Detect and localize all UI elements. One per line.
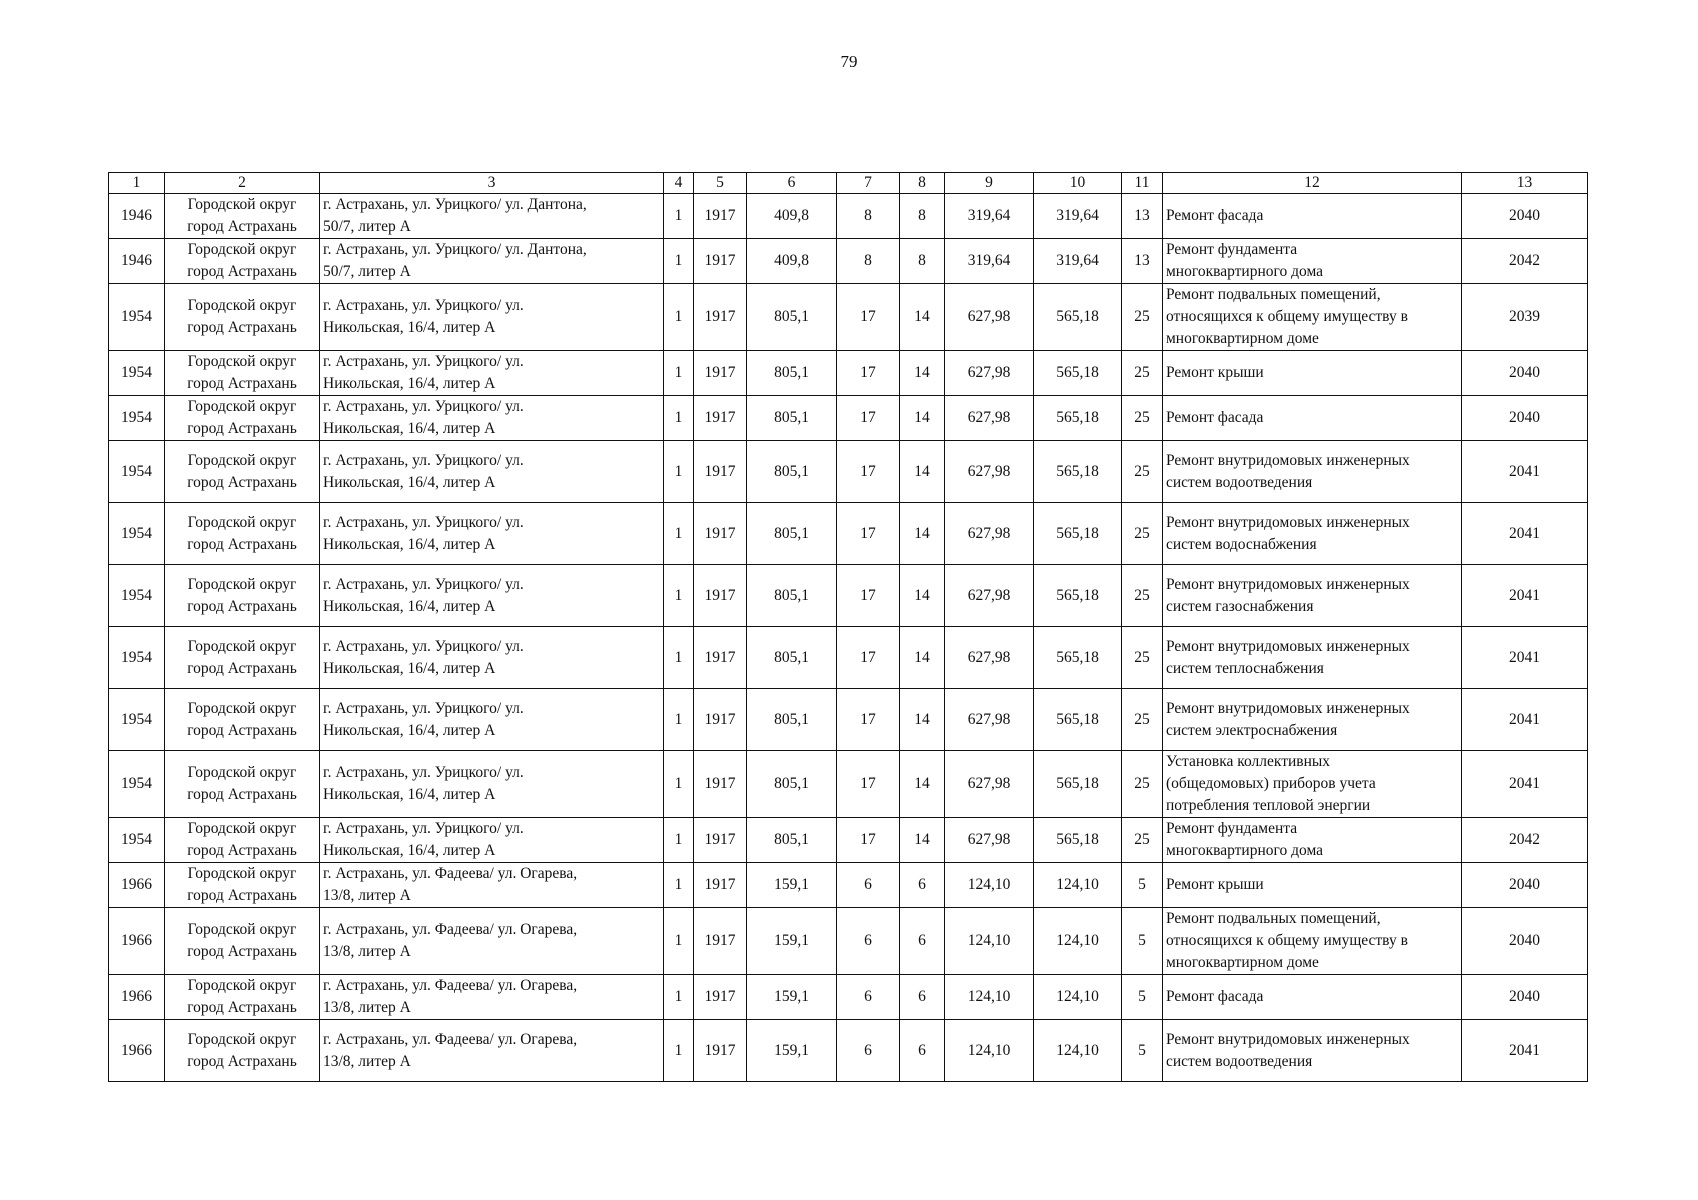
cell-municipality: Городской округ город Астрахань bbox=[165, 1020, 320, 1082]
cell-buildings-count: 1 bbox=[664, 396, 694, 441]
cell-residents-count: 25 bbox=[1122, 565, 1163, 627]
cell-year-built: 1917 bbox=[694, 908, 747, 975]
header-row bbox=[109, 173, 1588, 194]
table-row bbox=[109, 1020, 1588, 1082]
cell-residential-count: 14 bbox=[900, 565, 945, 627]
cell-address: г. Астрахань, ул. Фадеева/ ул. Огарева, 13/8, литер А bbox=[320, 975, 664, 1020]
cell-repair-work-type: Ремонт внутридомовых инженерных систем газоснабжения bbox=[1163, 565, 1462, 627]
cell-year-built: 1917 bbox=[694, 284, 747, 351]
cell-row-number: 1954 bbox=[109, 284, 165, 351]
cell-total-area: 805,1 bbox=[747, 396, 837, 441]
cell-residential-area: 627,98 bbox=[945, 818, 1034, 863]
cell-total-area: 805,1 bbox=[747, 441, 837, 503]
cell-planned-year: 2042 bbox=[1462, 818, 1588, 863]
cell-address: г. Астрахань, ул. Урицкого/ ул. Никольская, 16/4, литер А bbox=[320, 818, 664, 863]
cell-residents-count: 25 bbox=[1122, 351, 1163, 396]
cell-municipality: Городской округ город Астрахань bbox=[165, 627, 320, 689]
column-header-12: 12 bbox=[1163, 173, 1462, 194]
cell-residential-count: 14 bbox=[900, 351, 945, 396]
cell-residential-count: 14 bbox=[900, 689, 945, 751]
cell-address: г. Астрахань, ул. Фадеева/ ул. Огарева, 13/8, литер А bbox=[320, 863, 664, 908]
cell-repair-work-type: Ремонт фундамента многоквартирного дома bbox=[1163, 239, 1462, 284]
table-row bbox=[109, 565, 1588, 627]
cell-total-area: 159,1 bbox=[747, 863, 837, 908]
cell-year-built: 1917 bbox=[694, 503, 747, 565]
cell-residential-count: 14 bbox=[900, 627, 945, 689]
cell-year-built: 1917 bbox=[694, 565, 747, 627]
cell-residential-area: 319,64 bbox=[945, 239, 1034, 284]
column-header-7: 7 bbox=[837, 173, 900, 194]
cell-year-built: 1917 bbox=[694, 863, 747, 908]
table-body bbox=[109, 194, 1588, 1082]
cell-address: г. Астрахань, ул. Фадеева/ ул. Огарева, 13/8, литер А bbox=[320, 908, 664, 975]
cell-buildings-count: 1 bbox=[664, 908, 694, 975]
cell-repair-work-type: Ремонт внутридомовых инженерных систем водоснабжения bbox=[1163, 503, 1462, 565]
table-row bbox=[109, 284, 1588, 351]
cell-buildings-count: 1 bbox=[664, 863, 694, 908]
cell-planned-year: 2040 bbox=[1462, 194, 1588, 239]
cell-owned-area: 565,18 bbox=[1034, 396, 1122, 441]
repair-schedule-table bbox=[108, 172, 1588, 1082]
cell-buildings-count: 1 bbox=[664, 1020, 694, 1082]
cell-repair-work-type: Ремонт фундамента многоквартирного дома bbox=[1163, 818, 1462, 863]
cell-planned-year: 2041 bbox=[1462, 1020, 1588, 1082]
cell-owned-area: 565,18 bbox=[1034, 689, 1122, 751]
column-header-2: 2 bbox=[165, 173, 320, 194]
cell-buildings-count: 1 bbox=[664, 503, 694, 565]
cell-row-number: 1954 bbox=[109, 751, 165, 818]
cell-owned-area: 565,18 bbox=[1034, 441, 1122, 503]
cell-row-number: 1954 bbox=[109, 351, 165, 396]
page-number: 79 bbox=[840, 52, 858, 71]
cell-planned-year: 2040 bbox=[1462, 863, 1588, 908]
cell-residential-area: 319,64 bbox=[945, 194, 1034, 239]
cell-residents-count: 25 bbox=[1122, 818, 1163, 863]
cell-residential-area: 627,98 bbox=[945, 396, 1034, 441]
cell-owned-area: 124,10 bbox=[1034, 1020, 1122, 1082]
cell-repair-work-type: Ремонт внутридомовых инженерных систем водоотведения bbox=[1163, 441, 1462, 503]
cell-total-area: 805,1 bbox=[747, 565, 837, 627]
cell-buildings-count: 1 bbox=[664, 689, 694, 751]
cell-municipality: Городской округ город Астрахань bbox=[165, 908, 320, 975]
cell-row-number: 1946 bbox=[109, 194, 165, 239]
table-row bbox=[109, 194, 1588, 239]
cell-repair-work-type: Ремонт фасада bbox=[1163, 396, 1462, 441]
cell-planned-year: 2041 bbox=[1462, 689, 1588, 751]
cell-owned-area: 124,10 bbox=[1034, 975, 1122, 1020]
cell-repair-work-type: Ремонт внутридомовых инженерных систем теплоснабжения bbox=[1163, 627, 1462, 689]
cell-buildings-count: 1 bbox=[664, 239, 694, 284]
cell-repair-work-type: Ремонт крыши bbox=[1163, 351, 1462, 396]
cell-row-number: 1954 bbox=[109, 818, 165, 863]
cell-total-area: 805,1 bbox=[747, 751, 837, 818]
cell-residents-count: 25 bbox=[1122, 503, 1163, 565]
cell-row-number: 1966 bbox=[109, 1020, 165, 1082]
cell-address: г. Астрахань, ул. Урицкого/ ул. Никольская, 16/4, литер А bbox=[320, 689, 664, 751]
cell-residential-area: 627,98 bbox=[945, 503, 1034, 565]
cell-total-area: 159,1 bbox=[747, 1020, 837, 1082]
cell-owned-area: 124,10 bbox=[1034, 863, 1122, 908]
cell-apartments-count: 17 bbox=[837, 503, 900, 565]
cell-planned-year: 2040 bbox=[1462, 908, 1588, 975]
cell-municipality: Городской округ город Астрахань bbox=[165, 818, 320, 863]
cell-residents-count: 5 bbox=[1122, 908, 1163, 975]
cell-municipality: Городской округ город Астрахань bbox=[165, 441, 320, 503]
cell-municipality: Городской округ город Астрахань bbox=[165, 863, 320, 908]
table-row bbox=[109, 689, 1588, 751]
table-row bbox=[109, 818, 1588, 863]
cell-address: г. Астрахань, ул. Урицкого/ ул. Никольская, 16/4, литер А bbox=[320, 627, 664, 689]
cell-residents-count: 25 bbox=[1122, 751, 1163, 818]
cell-address: г. Астрахань, ул. Урицкого/ ул. Никольская, 16/4, литер А bbox=[320, 503, 664, 565]
cell-apartments-count: 17 bbox=[837, 751, 900, 818]
column-header-4: 4 bbox=[664, 173, 694, 194]
cell-total-area: 805,1 bbox=[747, 689, 837, 751]
cell-municipality: Городской округ город Астрахань bbox=[165, 194, 320, 239]
cell-total-area: 159,1 bbox=[747, 975, 837, 1020]
cell-residential-area: 627,98 bbox=[945, 441, 1034, 503]
cell-repair-work-type: Ремонт внутридомовых инженерных систем электроснабжения bbox=[1163, 689, 1462, 751]
cell-buildings-count: 1 bbox=[664, 441, 694, 503]
cell-total-area: 805,1 bbox=[747, 627, 837, 689]
cell-row-number: 1954 bbox=[109, 441, 165, 503]
cell-address: г. Астрахань, ул. Урицкого/ ул. Никольская, 16/4, литер А bbox=[320, 751, 664, 818]
cell-buildings-count: 1 bbox=[664, 351, 694, 396]
cell-buildings-count: 1 bbox=[664, 818, 694, 863]
cell-residential-area: 627,98 bbox=[945, 284, 1034, 351]
cell-apartments-count: 17 bbox=[837, 818, 900, 863]
cell-residential-area: 627,98 bbox=[945, 689, 1034, 751]
cell-address: г. Астрахань, ул. Урицкого/ ул. Никольская, 16/4, литер А bbox=[320, 351, 664, 396]
cell-year-built: 1917 bbox=[694, 975, 747, 1020]
cell-total-area: 409,8 bbox=[747, 194, 837, 239]
cell-row-number: 1946 bbox=[109, 239, 165, 284]
cell-year-built: 1917 bbox=[694, 1020, 747, 1082]
cell-apartments-count: 17 bbox=[837, 284, 900, 351]
cell-buildings-count: 1 bbox=[664, 194, 694, 239]
cell-year-built: 1917 bbox=[694, 351, 747, 396]
table-row bbox=[109, 627, 1588, 689]
cell-apartments-count: 8 bbox=[837, 239, 900, 284]
cell-total-area: 805,1 bbox=[747, 818, 837, 863]
cell-residents-count: 13 bbox=[1122, 194, 1163, 239]
cell-total-area: 805,1 bbox=[747, 503, 837, 565]
cell-row-number: 1966 bbox=[109, 863, 165, 908]
cell-residential-area: 124,10 bbox=[945, 1020, 1034, 1082]
cell-address: г. Астрахань, ул. Урицкого/ ул. Дантона, 50/7, литер А bbox=[320, 239, 664, 284]
cell-residential-count: 6 bbox=[900, 863, 945, 908]
cell-owned-area: 565,18 bbox=[1034, 565, 1122, 627]
table-row bbox=[109, 351, 1588, 396]
table-row bbox=[109, 975, 1588, 1020]
cell-total-area: 805,1 bbox=[747, 351, 837, 396]
cell-residential-area: 124,10 bbox=[945, 908, 1034, 975]
cell-planned-year: 2042 bbox=[1462, 239, 1588, 284]
cell-residents-count: 25 bbox=[1122, 284, 1163, 351]
cell-owned-area: 124,10 bbox=[1034, 908, 1122, 975]
cell-total-area: 805,1 bbox=[747, 284, 837, 351]
cell-planned-year: 2040 bbox=[1462, 396, 1588, 441]
cell-owned-area: 319,64 bbox=[1034, 194, 1122, 239]
cell-owned-area: 565,18 bbox=[1034, 503, 1122, 565]
cell-row-number: 1966 bbox=[109, 975, 165, 1020]
cell-apartments-count: 6 bbox=[837, 863, 900, 908]
cell-year-built: 1917 bbox=[694, 751, 747, 818]
cell-residential-area: 627,98 bbox=[945, 351, 1034, 396]
cell-repair-work-type: Установка коллективных (общедомовых) приборов учета потребления тепловой энергии bbox=[1163, 751, 1462, 818]
cell-buildings-count: 1 bbox=[664, 627, 694, 689]
cell-apartments-count: 8 bbox=[837, 194, 900, 239]
cell-planned-year: 2041 bbox=[1462, 565, 1588, 627]
table-row bbox=[109, 396, 1588, 441]
column-header-1: 1 bbox=[109, 173, 165, 194]
cell-row-number: 1954 bbox=[109, 565, 165, 627]
cell-municipality: Городской округ город Астрахань bbox=[165, 565, 320, 627]
cell-residents-count: 25 bbox=[1122, 689, 1163, 751]
cell-residents-count: 25 bbox=[1122, 627, 1163, 689]
cell-planned-year: 2041 bbox=[1462, 627, 1588, 689]
cell-year-built: 1917 bbox=[694, 627, 747, 689]
cell-residential-count: 6 bbox=[900, 908, 945, 975]
cell-apartments-count: 6 bbox=[837, 908, 900, 975]
cell-apartments-count: 17 bbox=[837, 396, 900, 441]
cell-residential-count: 14 bbox=[900, 284, 945, 351]
cell-row-number: 1954 bbox=[109, 689, 165, 751]
cell-repair-work-type: Ремонт подвальных помещений, относящихся к общему имуществу в многоквартирном доме bbox=[1163, 908, 1462, 975]
cell-residents-count: 25 bbox=[1122, 441, 1163, 503]
cell-residential-area: 627,98 bbox=[945, 627, 1034, 689]
cell-address: г. Астрахань, ул. Урицкого/ ул. Дантона, 50/7, литер А bbox=[320, 194, 664, 239]
cell-residential-area: 627,98 bbox=[945, 751, 1034, 818]
column-header-10: 10 bbox=[1034, 173, 1122, 194]
cell-municipality: Городской округ город Астрахань bbox=[165, 689, 320, 751]
cell-repair-work-type: Ремонт подвальных помещений, относящихся к общему имуществу в многоквартирном доме bbox=[1163, 284, 1462, 351]
cell-apartments-count: 17 bbox=[837, 689, 900, 751]
cell-residents-count: 25 bbox=[1122, 396, 1163, 441]
table-row bbox=[109, 908, 1588, 975]
cell-residents-count: 5 bbox=[1122, 1020, 1163, 1082]
cell-planned-year: 2039 bbox=[1462, 284, 1588, 351]
cell-apartments-count: 6 bbox=[837, 1020, 900, 1082]
cell-address: г. Астрахань, ул. Урицкого/ ул. Никольская, 16/4, литер А bbox=[320, 284, 664, 351]
cell-municipality: Городской округ город Астрахань bbox=[165, 975, 320, 1020]
cell-apartments-count: 17 bbox=[837, 351, 900, 396]
table-row bbox=[109, 863, 1588, 908]
cell-municipality: Городской округ город Астрахань bbox=[165, 351, 320, 396]
cell-residential-count: 14 bbox=[900, 503, 945, 565]
cell-residential-area: 124,10 bbox=[945, 975, 1034, 1020]
cell-apartments-count: 6 bbox=[837, 975, 900, 1020]
cell-address: г. Астрахань, ул. Фадеева/ ул. Огарева, 13/8, литер А bbox=[320, 1020, 664, 1082]
column-header-8: 8 bbox=[900, 173, 945, 194]
cell-residential-count: 14 bbox=[900, 818, 945, 863]
cell-municipality: Городской округ город Астрахань bbox=[165, 239, 320, 284]
cell-address: г. Астрахань, ул. Урицкого/ ул. Никольская, 16/4, литер А bbox=[320, 565, 664, 627]
column-header-9: 9 bbox=[945, 173, 1034, 194]
cell-apartments-count: 17 bbox=[837, 627, 900, 689]
cell-residential-count: 8 bbox=[900, 194, 945, 239]
cell-repair-work-type: Ремонт крыши bbox=[1163, 863, 1462, 908]
cell-residential-count: 14 bbox=[900, 751, 945, 818]
cell-repair-work-type: Ремонт фасада bbox=[1163, 975, 1462, 1020]
cell-planned-year: 2041 bbox=[1462, 441, 1588, 503]
cell-row-number: 1954 bbox=[109, 627, 165, 689]
cell-residents-count: 5 bbox=[1122, 975, 1163, 1020]
cell-municipality: Городской округ город Астрахань bbox=[165, 396, 320, 441]
cell-buildings-count: 1 bbox=[664, 565, 694, 627]
cell-residential-area: 124,10 bbox=[945, 863, 1034, 908]
cell-row-number: 1966 bbox=[109, 908, 165, 975]
cell-planned-year: 2040 bbox=[1462, 975, 1588, 1020]
cell-municipality: Городской округ город Астрахань bbox=[165, 503, 320, 565]
cell-residential-area: 627,98 bbox=[945, 565, 1034, 627]
cell-residential-count: 8 bbox=[900, 239, 945, 284]
cell-residential-count: 6 bbox=[900, 1020, 945, 1082]
column-header-13: 13 bbox=[1462, 173, 1588, 194]
cell-residents-count: 13 bbox=[1122, 239, 1163, 284]
cell-planned-year: 2040 bbox=[1462, 351, 1588, 396]
table-row bbox=[109, 503, 1588, 565]
column-header-5: 5 bbox=[694, 173, 747, 194]
cell-owned-area: 565,18 bbox=[1034, 351, 1122, 396]
cell-repair-work-type: Ремонт внутридомовых инженерных систем водоотведения bbox=[1163, 1020, 1462, 1082]
column-header-6: 6 bbox=[747, 173, 837, 194]
cell-residential-count: 14 bbox=[900, 396, 945, 441]
cell-year-built: 1917 bbox=[694, 818, 747, 863]
cell-buildings-count: 1 bbox=[664, 751, 694, 818]
cell-owned-area: 319,64 bbox=[1034, 239, 1122, 284]
cell-planned-year: 2041 bbox=[1462, 503, 1588, 565]
cell-apartments-count: 17 bbox=[837, 565, 900, 627]
table-row bbox=[109, 751, 1588, 818]
cell-year-built: 1917 bbox=[694, 689, 747, 751]
cell-municipality: Городской округ город Астрахань bbox=[165, 751, 320, 818]
table-row bbox=[109, 441, 1588, 503]
cell-buildings-count: 1 bbox=[664, 284, 694, 351]
cell-year-built: 1917 bbox=[694, 194, 747, 239]
cell-residents-count: 5 bbox=[1122, 863, 1163, 908]
cell-residential-count: 14 bbox=[900, 441, 945, 503]
cell-repair-work-type: Ремонт фасада bbox=[1163, 194, 1462, 239]
cell-buildings-count: 1 bbox=[664, 975, 694, 1020]
cell-owned-area: 565,18 bbox=[1034, 818, 1122, 863]
cell-year-built: 1917 bbox=[694, 441, 747, 503]
cell-address: г. Астрахань, ул. Урицкого/ ул. Никольская, 16/4, литер А bbox=[320, 441, 664, 503]
cell-owned-area: 565,18 bbox=[1034, 284, 1122, 351]
cell-owned-area: 565,18 bbox=[1034, 751, 1122, 818]
column-header-3: 3 bbox=[320, 173, 664, 194]
cell-owned-area: 565,18 bbox=[1034, 627, 1122, 689]
table-header bbox=[109, 173, 1588, 194]
cell-total-area: 409,8 bbox=[747, 239, 837, 284]
cell-row-number: 1954 bbox=[109, 396, 165, 441]
cell-year-built: 1917 bbox=[694, 396, 747, 441]
cell-residential-count: 6 bbox=[900, 975, 945, 1020]
column-header-11: 11 bbox=[1122, 173, 1163, 194]
cell-planned-year: 2041 bbox=[1462, 751, 1588, 818]
cell-year-built: 1917 bbox=[694, 239, 747, 284]
cell-municipality: Городской округ город Астрахань bbox=[165, 284, 320, 351]
cell-apartments-count: 17 bbox=[837, 441, 900, 503]
cell-row-number: 1954 bbox=[109, 503, 165, 565]
cell-total-area: 159,1 bbox=[747, 908, 837, 975]
table-row bbox=[109, 239, 1588, 284]
cell-address: г. Астрахань, ул. Урицкого/ ул. Никольская, 16/4, литер А bbox=[320, 396, 664, 441]
